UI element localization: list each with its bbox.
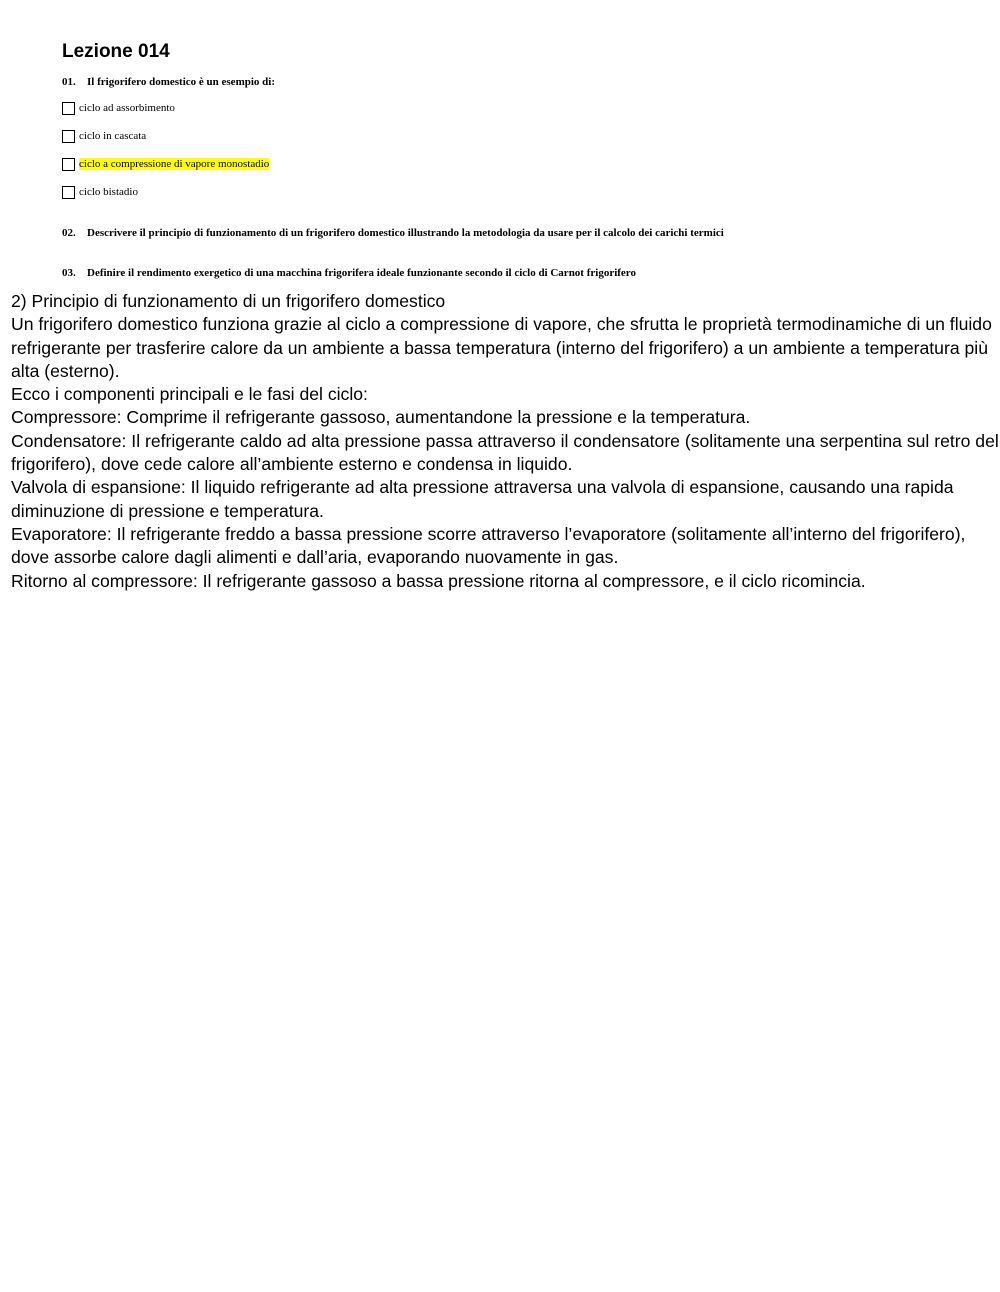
answer-paragraph: Ecco i componenti principali e le fasi del ciclo: [11,384,368,405]
option-item[interactable] [62,156,269,172]
option-label: ciclo bistadio [79,186,138,198]
answer-paragraph: Valvola di espansione: Il liquido refrigerante ad alta pressione attraversa una valvola di espansione, causando una rapida diminuzione di pressione e temperatura. [11,477,954,521]
option-item[interactable] [62,128,146,144]
question-number: 02. [62,227,76,239]
option-label: ciclo in cascata [79,130,147,142]
lesson-title: Lezione 014 [62,41,170,62]
answer-paragraph: Un frigorifero domestico funziona grazie al ciclo a compressione di vapore, che sfrutta le proprietà termodinamiche di un fluido refrigerante per trasferire calore da un ambiente a bassa temperatura (interno del frigorifero) a un ambiente a temperatura più alta (esterno). [11,314,992,381]
answer-heading: 2) Principio di funzionamento di un frigorifero domestico [11,291,446,311]
question-text: Il frigorifero domestico è un esempio di: [87,76,275,88]
question-text: Definire il rendimento exergetico di una macchina frigorifera ideale funzionante secondo il ciclo di Carnot frigorifero [87,267,636,279]
answer-paragraph: Ritorno al compressore: Il refrigerante gassoso a bassa pressione ritorna al compressore, e il ciclo ricomincia. [11,570,866,591]
question-01 [62,75,275,89]
option-item[interactable] [62,184,138,200]
question-number: 03. [62,267,76,279]
question-02 [62,226,724,240]
checkbox[interactable] [62,102,75,115]
option-item[interactable] [62,100,175,116]
option-label: ciclo ad assorbimento [79,102,175,114]
answer-paragraph: Evaporatore: Il refrigerante freddo a bassa pressione scorre attraverso l’evaporatore (solitamente all’interno del frigorifero), dove assorbe calore dagli alimenti e dall’aria, evaporando nuovamente in gas. [11,523,966,568]
checkbox[interactable] [62,158,75,171]
question-number: 01. [62,76,76,88]
option-label-highlighted: ciclo a compressione di vapore monostadio [79,158,270,170]
question-text: Descrivere il principio di funzionamento di un frigorifero domestico illustrando la metodologia da usare per il calcolo dei carichi termici [87,227,724,239]
question-03 [62,266,636,280]
answer-paragraph: Compressore: Comprime il refrigerante gassoso, aumentandone la pressione e la temperatura. [11,407,751,428]
answer-paragraph: Condensatore: Il refrigerante caldo ad alta pressione passa attraverso il condensatore (solitamente una serpentina sul retro del frigorifero), dove cede calore all’ambiente esterno e condensa in liquido. [11,430,999,475]
answer-block [11,290,1000,593]
checkbox[interactable] [62,130,75,143]
checkbox[interactable] [62,186,75,199]
